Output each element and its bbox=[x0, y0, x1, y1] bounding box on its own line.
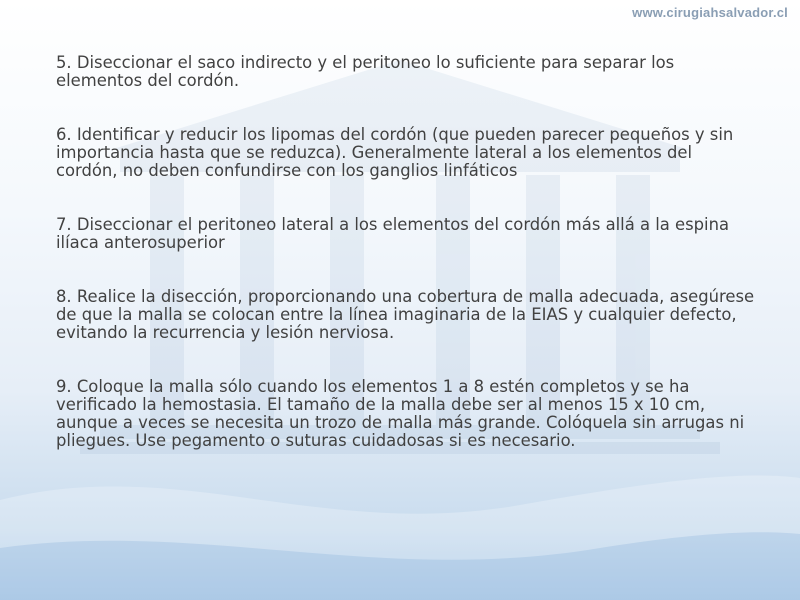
step-5: 5. Diseccionar el saco indirecto y el peritoneo lo suficiente para separar los elementos del cordón. bbox=[56, 53, 675, 90]
step-7: 7. Diseccionar el peritoneo lateral a los elementos del cordón más allá a la espina ilíaca anterosuperior bbox=[56, 215, 730, 252]
step-6: 6. Identificar y reducir los lipomas del cordón (que pueden parecer pequeños y sin importancia hasta que se reduzca). Generalmente lateral a los elementos del cordón, no deben confundirse con los ganglios linfáticos bbox=[56, 125, 734, 180]
bottom-wave-decoration bbox=[0, 476, 800, 600]
step-9: 9. Coloque la malla sólo cuando los elementos 1 a 8 estén completos y se ha verificado la hemostasia. El tamaño de la malla debe ser al menos 15 x 10 cm, aunque a veces se necesita un trozo de malla más grande. Colóquela sin arrugas ni pliegues. Use pegamento o suturas cuidadosas si es necesario. bbox=[56, 377, 745, 450]
slide-content bbox=[56, 54, 756, 450]
website-url: www.cirugiahsalvador.cl bbox=[632, 5, 788, 20]
step-8: 8. Realice la disección, proporcionando una cobertura de malla adecuada, asegúrese de que la malla se colocan entre la línea imaginaria de la EIAS y cualquier defecto, evitando la recurrencia y lesión nerviosa. bbox=[56, 287, 755, 342]
